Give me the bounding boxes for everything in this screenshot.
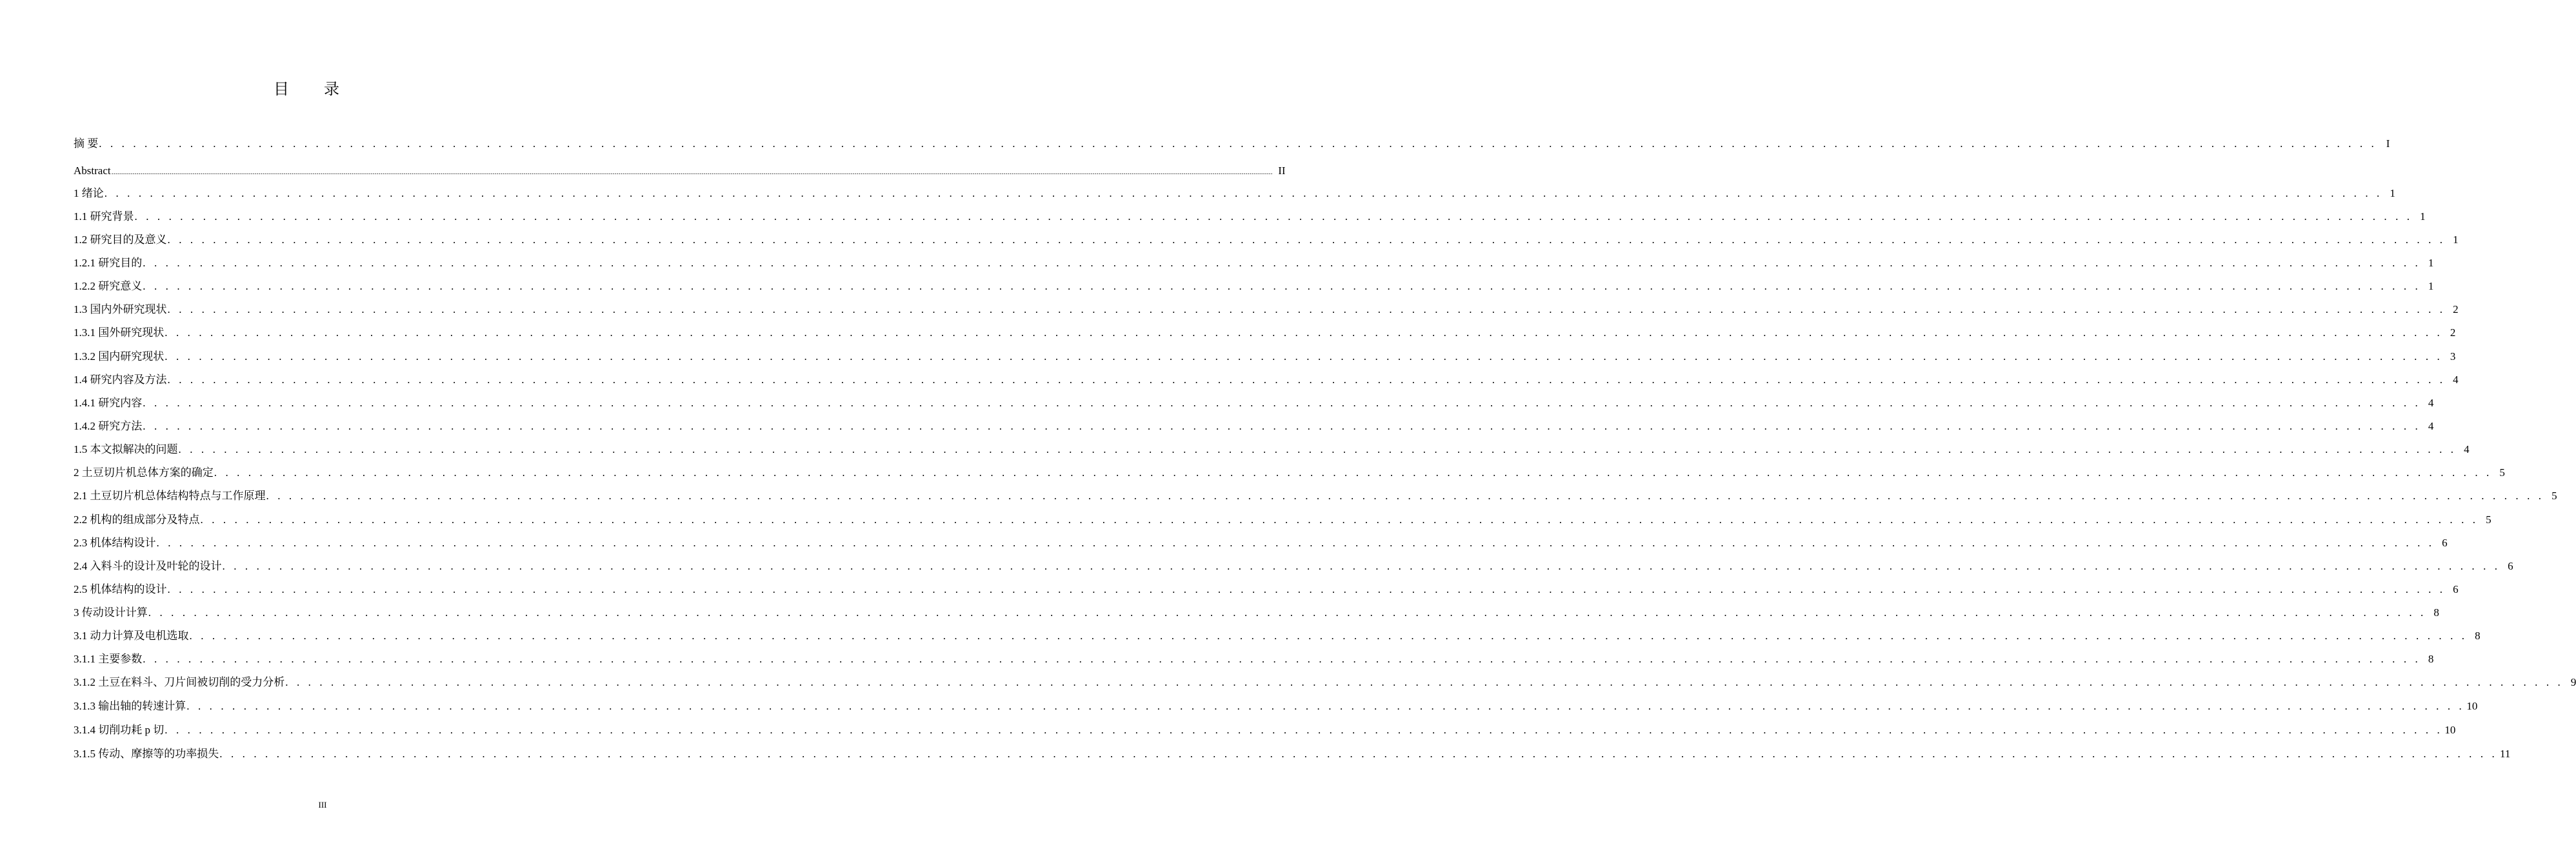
toc-entry[interactable] [74,604,2439,621]
toc-entry[interactable] [74,558,2513,575]
toc-entry[interactable] [74,674,2576,691]
toc-dot-leader: ........................................................................................................................................................................................................................................................................................................................................................................................................................................................................................................................................................................................................................ [111,167,1273,176]
toc-entry-label: 2.5 机体结构的设计 [74,583,167,595]
toc-dot-leader: . . . . . . . . . . . . . . . . . . . . . . . . . . . . . . . . . . . . . . . . . . . . . . . . . . . . . . . . . . . . . . . . . . . . . . . . . . . . . . . . . . . . . . . . . . . . . . . . . . . . . . . . . . . . . . . . . . . . . . . . . . . . . . . . . . . . . . . . . . . . . . . . . . . . . . . . . . . . . . . . . . . . . . . . . . . . . . . . . . . . . . . . . . . . . . . . . . . . . . . . [214,466,2492,479]
toc-entry-label: 1.2 研究目的及意义 [74,234,167,246]
toc-entry-page-number: 6 [2442,537,2448,549]
toc-entry-page-number: I [2386,137,2390,150]
toc-dot-leader: . . . . . . . . . . . . . . . . . . . . . . . . . . . . . . . . . . . . . . . . . . . . . . . . . . . . . . . . . . . . . . . . . . . . . . . . . . . . . . . . . . . . . . . . . . . . . . . . . . . . . . . . . . . . . . . . . . . . . . . . . . . . . . . . . . . . . . . . . . . . . . . . . . . . . . . . . . . . . . . . . . . . . . . . . . . . . . . . . . . . . . . . . . . . . . . . . . . . . . . . [167,234,2446,246]
toc-entry-page-number: 5 [2486,513,2491,526]
toc-entry[interactable] [74,301,2459,318]
toc-entry[interactable] [74,698,2478,715]
toc-dot-leader: . . . . . . . . . . . . . . . . . . . . . . . . . . . . . . . . . . . . . . . . . . . . . . . . . . . . . . . . . . . . . . . . . . . . . . . . . . . . . . . . . . . . . . . . . . . . . . . . . . . . . . . . . . . . . . . . . . . . . . . . . . . . . . . . . . . . . . . . . . . . . . . . . . . . . . . . . . . . . . . . . . . . . . . . . . . . . . . . . . . . . . . . . . . . . . . . . . . . . . . . [104,187,2382,199]
toc-entry[interactable] [74,185,2395,202]
toc-dot-leader: . . . . . . . . . . . . . . . . . . . . . . . . . . . . . . . . . . . . . . . . . . . . . . . . . . . . . . . . . . . . . . . . . . . . . . . . . . . . . . . . . . . . . . . . . . . . . . . . . . . . . . . . . . . . . . . . . . . . . . . . . . . . . . . . . . . . . . . . . . . . . . . . . . . . . . . . . . . . . . . . . . . . . . . . . . . . . . . . . . . . . . . . . . . . . . . . . . . . . . . . [148,606,2426,619]
toc-entry-label: 1.2.2 研究意义 [74,280,143,292]
toc-entry-label: 1.3.2 国内研究现状 [74,350,165,363]
toc-entry-page-number: II [1278,164,1286,177]
page-title: 目 录 [274,81,355,98]
toc-dot-leader: . . . . . . . . . . . . . . . . . . . . . . . . . . . . . . . . . . . . . . . . . . . . . . . . . . . . . . . . . . . . . . . . . . . . . . . . . . . . . . . . . . . . . . . . . . . . . . . . . . . . . . . . . . . . . . . . . . . . . . . . . . . . . . . . . . . . . . . . . . . . . . . . . . . . . . . . . . . . . . . . . . . . . . . . . . . . . . . . . . . . . . . . . . . . . . . . . . . . . . . . [165,724,2443,736]
toc-entry[interactable] [74,464,2505,481]
toc-entry-label: 摘 要 [74,137,99,150]
toc-entry[interactable] [74,441,2470,458]
toc-dot-leader: . . . . . . . . . . . . . . . . . . . . . . . . . . . . . . . . . . . . . . . . . . . . . . . . . . . . . . . . . . . . . . . . . . . . . . . . . . . . . . . . . . . . . . . . . . . . . . . . . . . . . . . . . . . . . . . . . . . . . . . . . . . . . . . . . . . . . . . . . . . . . . . . . . . . . . . . . . . . . . . . . . . . . . . . . . . . . . . . . . . . . . . . . . . . . . . . . . . . . . . . [200,513,2479,526]
toc-dot-leader: . . . . . . . . . . . . . . . . . . . . . . . . . . . . . . . . . . . . . . . . . . . . . . . . . . . . . . . . . . . . . . . . . . . . . . . . . . . . . . . . . . . . . . . . . . . . . . . . . . . . . . . . . . . . . . . . . . . . . . . . . . . . . . . . . . . . . . . . . . . . . . . . . . . . . . . . . . . . . . . . . . . . . . . . . . . . . . . . . . . . . . . . . . . . . . . . . . . . . . . . [178,443,2457,455]
toc-entry-page-number: 10 [2444,724,2456,736]
toc-entry-page-number: 6 [2508,560,2513,572]
toc-entry-page-number: 10 [2466,700,2478,712]
toc-entry[interactable] [74,348,2456,365]
toc-entry[interactable] [74,512,2491,528]
toc-entry-label: 1.2.1 研究目的 [74,257,143,269]
toc-entry[interactable] [74,535,2448,552]
toc-entry-label: 3.1.5 传动、摩擦等的功率损失 [74,748,219,760]
toc-entry-page-number: 2 [2453,303,2459,315]
toc-entry-label: 1.3 国内外研究现状 [74,303,167,315]
toc-entry-label: 3.1.4 切削功耗 p 切 [74,724,165,736]
toc-dot-leader: . . . . . . . . . . . . . . . . . . . . . . . . . . . . . . . . . . . . . . . . . . . . . . . . . . . . . . . . . . . . . . . . . . . . . . . . . . . . . . . . . . . . . . . . . . . . . . . . . . . . . . . . . . . . . . . . . . . . . . . . . . . . . . . . . . . . . . . . . . . . . . . . . . . . . . . . . . . . . . . . . . . . . . . . . . . . . . . . . . . . . . . . . . . . . . . . . . . . . . . . [143,280,2421,292]
toc-entry-page-number: 3 [2450,350,2456,363]
toc-dot-leader: . . . . . . . . . . . . . . . . . . . . . . . . . . . . . . . . . . . . . . . . . . . . . . . . . . . . . . . . . . . . . . . . . . . . . . . . . . . . . . . . . . . . . . . . . . . . . . . . . . . . . . . . . . . . . . . . . . . . . . . . . . . . . . . . . . . . . . . . . . . . . . . . . . . . . . . . . . . . . . . . . . . . . . . . . . . . . . . . . . . . . . . . . . . . . . . . . . . . . . . . [167,583,2446,595]
toc-dot-leader: . . . . . . . . . . . . . . . . . . . . . . . . . . . . . . . . . . . . . . . . . . . . . . . . . . . . . . . . . . . . . . . . . . . . . . . . . . . . . . . . . . . . . . . . . . . . . . . . . . . . . . . . . . . . . . . . . . . . . . . . . . . . . . . . . . . . . . . . . . . . . . . . . . . . . . . . . . . . . . . . . . . . . . . . . . . . . . . . . . . . . . . . . . . . . . . . . . . . . . . . [167,374,2446,386]
toc-entry[interactable] [74,208,2426,225]
toc-entry[interactable] [74,581,2459,598]
toc-entry[interactable] [74,628,2481,644]
toc-dot-leader: . . . . . . . . . . . . . . . . . . . . . . . . . . . . . . . . . . . . . . . . . . . . . . . . . . . . . . . . . . . . . . . . . . . . . . . . . . . . . . . . . . . . . . . . . . . . . . . . . . . . . . . . . . . . . . . . . . . . . . . . . . . . . . . . . . . . . . . . . . . . . . . . . . . . . . . . . . . . . . . . . . . . . . . . . . . . . . . . . . . . . . . . . . . . . . . . . . . . . . . . [143,653,2421,665]
toc-entry-label: 1.4.1 研究内容 [74,397,143,409]
toc-entry[interactable] [74,255,2434,272]
toc-dot-leader: . . . . . . . . . . . . . . . . . . . . . . . . . . . . . . . . . . . . . . . . . . . . . . . . . . . . . . . . . . . . . . . . . . . . . . . . . . . . . . . . . . . . . . . . . . . . . . . . . . . . . . . . . . . . . . . . . . . . . . . . . . . . . . . . . . . . . . . . . . . . . . . . . . . . . . . . . . . . . . . . . . . . . . . . . . . . . . . . . . . . . . . . . . . . . . . . . . . . . . . . [165,350,2443,363]
toc-entry-label: 3 传动设计计算 [74,606,148,619]
toc-dot-leader: . . . . . . . . . . . . . . . . . . . . . . . . . . . . . . . . . . . . . . . . . . . . . . . . . . . . . . . . . . . . . . . . . . . . . . . . . . . . . . . . . . . . . . . . . . . . . . . . . . . . . . . . . . . . . . . . . . . . . . . . . . . . . . . . . . . . . . . . . . . . . . . . . . . . . . . . . . . . . . . . . . . . . . . . . . . . . . . . . . . . . . . . . . . . . . . . . . . . . . . . [134,210,2413,223]
toc-dot-leader: . . . . . . . . . . . . . . . . . . . . . . . . . . . . . . . . . . . . . . . . . . . . . . . . . . . . . . . . . . . . . . . . . . . . . . . . . . . . . . . . . . . . . . . . . . . . . . . . . . . . . . . . . . . . . . . . . . . . . . . . . . . . . . . . . . . . . . . . . . . . . . . . . . . . . . . . . . . . . . . . . . . . . . . . . . . . . . . . . . . . . . . . . . . . . . . . . . . . . . . . [285,676,2564,688]
toc-entry-label: 2.3 机体结构设计 [74,537,156,549]
toc-dot-leader: . . . . . . . . . . . . . . . . . . . . . . . . . . . . . . . . . . . . . . . . . . . . . . . . . . . . . . . . . . . . . . . . . . . . . . . . . . . . . . . . . . . . . . . . . . . . . . . . . . . . . . . . . . . . . . . . . . . . . . . . . . . . . . . . . . . . . . . . . . . . . . . . . . . . . . . . . . . . . . . . . . . . . . . . . . . . . . . . . . . . . . . . . . . . . . . . . . . . . . . . [266,490,2544,502]
toc-entry-label: 1.5 本文拟解决的问题 [74,443,178,455]
toc-entry-page-number: 4 [2464,443,2470,455]
toc-entry-page-number: 5 [2551,490,2557,502]
toc-entry[interactable] [74,324,2456,341]
toc-entry-label: Abstract [74,164,111,177]
toc-entry[interactable] [74,488,2557,504]
toc-dot-leader: . . . . . . . . . . . . . . . . . . . . . . . . . . . . . . . . . . . . . . . . . . . . . . . . . . . . . . . . . . . . . . . . . . . . . . . . . . . . . . . . . . . . . . . . . . . . . . . . . . . . . . . . . . . . . . . . . . . . . . . . . . . . . . . . . . . . . . . . . . . . . . . . . . . . . . . . . . . . . . . . . . . . . . . . . . . . . . . . . . . . . . . . . . . . . . . . . . . . . . . . [186,700,2465,712]
toc-entry-page-number: 9 [2570,676,2576,688]
toc-entry-label: 1.4 研究内容及方法 [74,374,167,386]
toc-entry-label: 3.1.1 主要参数 [74,653,143,665]
footer-page-number: III [318,800,327,810]
toc-entry-label: 2.2 机构的组成部分及特点 [74,513,200,526]
toc-entry[interactable] [74,232,2459,248]
toc-entry-page-number: 8 [2433,606,2439,619]
toc-entry-page-number: 5 [2499,466,2505,479]
toc-entry-label: 2.4 入料斗的设计及叶轮的设计 [74,560,222,572]
toc-entry-page-number: 1 [2428,280,2434,292]
toc-dot-leader: . . . . . . . . . . . . . . . . . . . . . . . . . . . . . . . . . . . . . . . . . . . . . . . . . . . . . . . . . . . . . . . . . . . . . . . . . . . . . . . . . . . . . . . . . . . . . . . . . . . . . . . . . . . . . . . . . . . . . . . . . . . . . . . . . . . . . . . . . . . . . . . . . . . . . . . . . . . . . . . . . . . . . . . . . . . . . . . . . . . . . . . . . . . . . . . . . . . . . . . . [156,537,2435,549]
toc-entry[interactable] [74,135,2390,152]
toc-entry-label: 3.1 动力计算及电机选取 [74,630,189,642]
toc-entry-page-number: 4 [2428,397,2434,409]
toc-entry[interactable] [74,278,2434,295]
toc-entry-label: 1.1 研究背景 [74,210,134,223]
toc-entry-page-number: 1 [2428,257,2434,269]
toc-dot-leader: . . . . . . . . . . . . . . . . . . . . . . . . . . . . . . . . . . . . . . . . . . . . . . . . . . . . . . . . . . . . . . . . . . . . . . . . . . . . . . . . . . . . . . . . . . . . . . . . . . . . . . . . . . . . . . . . . . . . . . . . . . . . . . . . . . . . . . . . . . . . . . . . . . . . . . . . . . . . . . . . . . . . . . . . . . . . . . . . . . . . . . . . . . . . . . . . . . . . . . . . [219,748,2498,760]
toc-entry-label: 1.4.2 研究方法 [74,420,143,432]
toc-entry[interactable] [74,418,2434,435]
toc-entry-page-number: 8 [2475,630,2481,642]
toc-entry-page-number: 4 [2428,420,2434,432]
toc-dot-leader: . . . . . . . . . . . . . . . . . . . . . . . . . . . . . . . . . . . . . . . . . . . . . . . . . . . . . . . . . . . . . . . . . . . . . . . . . . . . . . . . . . . . . . . . . . . . . . . . . . . . . . . . . . . . . . . . . . . . . . . . . . . . . . . . . . . . . . . . . . . . . . . . . . . . . . . . . . . . . . . . . . . . . . . . . . . . . . . . . . . . . . . . . . . . . . . . . . . . . . . . [99,137,2377,150]
toc-entry[interactable] [74,746,2511,762]
toc-dot-leader: . . . . . . . . . . . . . . . . . . . . . . . . . . . . . . . . . . . . . . . . . . . . . . . . . . . . . . . . . . . . . . . . . . . . . . . . . . . . . . . . . . . . . . . . . . . . . . . . . . . . . . . . . . . . . . . . . . . . . . . . . . . . . . . . . . . . . . . . . . . . . . . . . . . . . . . . . . . . . . . . . . . . . . . . . . . . . . . . . . . . . . . . . . . . . . . . . . . . . . . . [143,420,2421,432]
toc-entry-label: 2.1 土豆切片机总体结构特点与工作原理 [74,490,266,502]
toc-entry-label: 1 绪论 [74,187,104,199]
toc-entry-page-number: 2 [2450,326,2456,339]
toc-dot-leader: . . . . . . . . . . . . . . . . . . . . . . . . . . . . . . . . . . . . . . . . . . . . . . . . . . . . . . . . . . . . . . . . . . . . . . . . . . . . . . . . . . . . . . . . . . . . . . . . . . . . . . . . . . . . . . . . . . . . . . . . . . . . . . . . . . . . . . . . . . . . . . . . . . . . . . . . . . . . . . . . . . . . . . . . . . . . . . . . . . . . . . . . . . . . . . . . . . . . . . . . [165,326,2443,339]
toc-entry-label: 3.1.2 土豆在料斗、刀片间被切削的受力分析 [74,676,285,688]
toc-entry-page-number: 6 [2453,583,2459,595]
toc-entry[interactable] [74,163,1286,179]
toc-dot-leader: . . . . . . . . . . . . . . . . . . . . . . . . . . . . . . . . . . . . . . . . . . . . . . . . . . . . . . . . . . . . . . . . . . . . . . . . . . . . . . . . . . . . . . . . . . . . . . . . . . . . . . . . . . . . . . . . . . . . . . . . . . . . . . . . . . . . . . . . . . . . . . . . . . . . . . . . . . . . . . . . . . . . . . . . . . . . . . . . . . . . . . . . . . . . . . . . . . . . . . . . [143,397,2421,409]
toc-entry-page-number: 4 [2453,374,2459,386]
toc-entry-label: 2 土豆切片机总体方案的确定 [74,466,214,479]
toc-entry-page-number: 1 [2390,187,2395,199]
toc-entry-page-number: 11 [2500,748,2511,760]
toc-entry[interactable] [74,722,2456,739]
toc-entry[interactable] [74,395,2434,412]
toc-dot-leader: . . . . . . . . . . . . . . . . . . . . . . . . . . . . . . . . . . . . . . . . . . . . . . . . . . . . . . . . . . . . . . . . . . . . . . . . . . . . . . . . . . . . . . . . . . . . . . . . . . . . . . . . . . . . . . . . . . . . . . . . . . . . . . . . . . . . . . . . . . . . . . . . . . . . . . . . . . . . . . . . . . . . . . . . . . . . . . . . . . . . . . . . . . . . . . . . . . . . . . . . [189,630,2468,642]
toc-entry-page-number: 1 [2453,234,2459,246]
toc-entry-page-number: 1 [2420,210,2426,223]
toc-dot-leader: . . . . . . . . . . . . . . . . . . . . . . . . . . . . . . . . . . . . . . . . . . . . . . . . . . . . . . . . . . . . . . . . . . . . . . . . . . . . . . . . . . . . . . . . . . . . . . . . . . . . . . . . . . . . . . . . . . . . . . . . . . . . . . . . . . . . . . . . . . . . . . . . . . . . . . . . . . . . . . . . . . . . . . . . . . . . . . . . . . . . . . . . . . . . . . . . . . . . . . . . [143,257,2421,269]
toc-entry[interactable] [74,372,2459,388]
toc-entry-label: 1.3.1 国外研究现状 [74,326,165,339]
toc-dot-leader: . . . . . . . . . . . . . . . . . . . . . . . . . . . . . . . . . . . . . . . . . . . . . . . . . . . . . . . . . . . . . . . . . . . . . . . . . . . . . . . . . . . . . . . . . . . . . . . . . . . . . . . . . . . . . . . . . . . . . . . . . . . . . . . . . . . . . . . . . . . . . . . . . . . . . . . . . . . . . . . . . . . . . . . . . . . . . . . . . . . . . . . . . . . . . . . . . . . . . . . . [167,303,2446,315]
toc-entry[interactable] [74,651,2434,668]
toc-entry-page-number: 8 [2428,653,2434,665]
toc-entry-label: 3.1.3 输出轴的转速计算 [74,700,186,712]
toc-dot-leader: . . . . . . . . . . . . . . . . . . . . . . . . . . . . . . . . . . . . . . . . . . . . . . . . . . . . . . . . . . . . . . . . . . . . . . . . . . . . . . . . . . . . . . . . . . . . . . . . . . . . . . . . . . . . . . . . . . . . . . . . . . . . . . . . . . . . . . . . . . . . . . . . . . . . . . . . . . . . . . . . . . . . . . . . . . . . . . . . . . . . . . . . . . . . . . . . . . . . . . . . [222,560,2501,572]
